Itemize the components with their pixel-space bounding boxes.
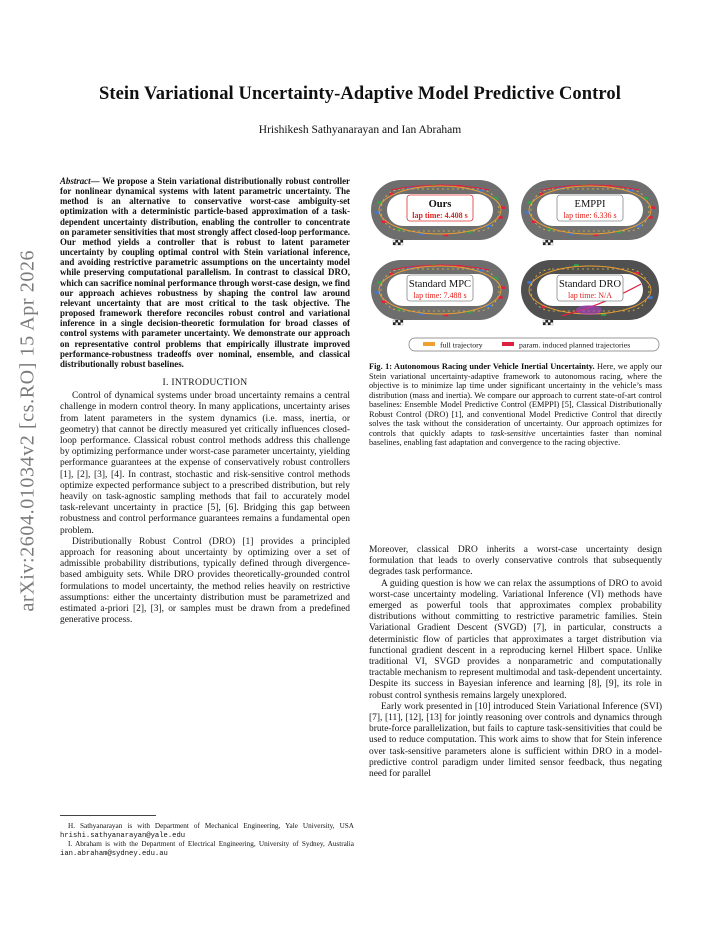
caption-label: Fig. 1: Autonomous Racing under Vehicle Inertial Uncertainty. xyxy=(369,362,595,371)
checkered-flag-icon xyxy=(396,240,399,243)
racing-figure xyxy=(369,178,662,352)
checkered-flag-icon xyxy=(398,243,401,246)
caption-text-2: uncertainties faster than nominal baselines, enabling fast adaptation and convergence to the racing objective. xyxy=(369,428,662,447)
paper-authors: Hrishikesh Sathyanarayan and Ian Abraham xyxy=(258,124,462,136)
checkered-flag-icon xyxy=(398,323,401,326)
checkered-flag-icon xyxy=(543,323,546,326)
lap-time: lap time: 4.408 s xyxy=(412,211,468,220)
footnote xyxy=(60,822,354,858)
checkered-flag-icon xyxy=(396,320,399,323)
arxiv-identifier: arXiv:2604.01034v2 [cs.RO] 15 Apr 2026 xyxy=(16,249,39,612)
caption-emphasis: task-sensitive xyxy=(490,428,536,438)
footnote-author-1 xyxy=(60,822,354,840)
checkered-flag-icon xyxy=(393,240,396,243)
checkered-flag-icon xyxy=(551,240,554,243)
footnote-rule xyxy=(60,815,156,816)
right-paragraph-1: A guiding question is how we can relax the assumptions of DRO to avoid worst-case uncertainty modeling. Variational Inference (VI) methods have emerged as powerful tools that approximates complex probability distributions without committing to restrictive parametric families. Stein Variational Gradient Descent (SVGD) [7], in particular, constructs a deterministic flow of particles that approximates a target distribution via functional gradient descent in a reproducing kernel Hilbert space. Unlike traditional VI, SVGD provides a nonparametric and computationally tractable mechanism to represent multimodal and task-dependent uncertainty. Despite its success in Bayesian inference and learning [8], [9], its role in robust control synthesis remains largely unexplored. xyxy=(369,578,662,701)
checkered-flag-icon xyxy=(546,240,549,243)
figure-1 xyxy=(369,178,662,352)
checkered-flag-icon xyxy=(393,323,396,326)
checkered-flag-icon xyxy=(543,320,546,323)
checkered-flag-icon xyxy=(398,320,401,323)
abstract-lead: Abstract xyxy=(60,176,91,186)
email-link-1[interactable]: hrishi.sathyanarayan@yale.edu xyxy=(60,831,186,840)
checkered-flag-icon xyxy=(396,323,399,326)
checkered-flag-icon xyxy=(548,320,551,323)
paper-title: Stein Variational Uncertainty-Adaptive Model Predictive Control xyxy=(98,84,622,104)
intro-paragraph-2: Distributionally Robust Control (DRO) [1] provides a principled approach for reasoning about uncertainty by optimizing over a set of admissible probability distributions, typically defined through divergence-based ambiguity sets. While DRO provides theoretically-grounded control formulations to model uncertainty, the method relies heavily on restrictive assumptions: either the uncertainty distribution must be parametrized and estimated a-priori [2], [3], or samples must be drawn from a predefined generative process. xyxy=(60,536,350,626)
footnote-author-1-text: H. Sathyanarayan is with Department of Mechanical Engineering, Yale University, USA xyxy=(68,822,354,830)
checkered-flag-icon xyxy=(543,240,546,243)
checkered-flag-icon xyxy=(548,243,551,246)
checkered-flag-icon xyxy=(401,323,404,326)
right-column xyxy=(369,545,662,780)
checkered-flag-icon xyxy=(548,323,551,326)
checkered-flag-icon xyxy=(546,320,549,323)
checkered-flag-icon xyxy=(401,243,404,246)
uncertainty-cloud xyxy=(576,305,602,315)
lap-time: lap time: N/A xyxy=(568,291,612,300)
right-paragraph-0: Moreover, classical DRO inherits a worst-case uncertainty design formulation that leads to overly conservative controls that subsequently degrades task performance. xyxy=(369,545,662,578)
legend-full-label: full trajectory xyxy=(440,340,483,350)
intro-paragraph-1: Control of dynamical systems under broad uncertainty remains a central challenge in modern control theory. In many applications, uncertainty arises from latent parameters in the system dynamics (i.e. mass, inertia, or geometry) that cannot be directly measured yet critically influences closed-loop performance. Classical robust control methods address this challenge by optimizing performance under worst-case parameter uncertainty, yielding performance guarantees at the expense of conservatively robust controllers [1], [2], [3], [4]. In contrast, stochastic and risk-sensitive control methods optimize expected performance subject to a prescribed distribution, but rely heavily on task-agnostic sampling methods that fail to accurately model task-relevant uncertainty in practice [5], [6]. Bridging this gap between robustness and control performance guarantees remains a fundamental open problem. xyxy=(60,391,350,536)
section-heading-introduction: I. INTRODUCTION xyxy=(162,376,248,388)
checkered-flag-icon xyxy=(551,323,554,326)
checkered-flag-icon xyxy=(401,320,404,323)
checkered-flag-icon xyxy=(393,243,396,246)
method-name: Standard DRO xyxy=(558,279,622,290)
legend-param-label: param. induced planned trajectories xyxy=(519,340,631,350)
checkered-flag-icon xyxy=(396,243,399,246)
checkered-flag-icon xyxy=(393,320,396,323)
checkered-flag-icon xyxy=(548,240,551,243)
checkered-flag-icon xyxy=(551,320,554,323)
checkered-flag-icon xyxy=(398,240,401,243)
checkered-flag-icon xyxy=(401,240,404,243)
caption-text-1: Here, we apply our Stein variational uncertainty-adaptive framework to autonomous racing, where the objective is to minimize lap time under significant uncertainty in the vehicle’s mass distribution (mass and inertia). We compare our approach to current state-of-art control baselines: Ensemble Model Predictive Control (EMPPI) [5], Classical Distributionally Robust Control (DRO) [1], and conventional Model Predictive Control that directly solves the task without the consideration of uncertainty. Our approach optimizes for controls that quickly adapts to xyxy=(369,362,662,438)
method-name: Standard MPC xyxy=(408,279,472,290)
footnote-author-2 xyxy=(60,840,354,858)
email-link-2[interactable]: ian.abraham@sydney.edu.au xyxy=(60,849,168,858)
abstract-text: — We propose a Stein variational distributionally robust controller for nonlinear dynamical systems with latent parametric uncertainty. The method is an alternative to conservative worst-case ambiguity-set optimization with a deterministic particle-based approximation of a task-dependent uncertainty distribution, enabling the controller to concentrate on parameter sensitivities that most strongly affect closed-loop performance. Our method yields a controller that is robust to latent parameter uncertainty by coupling optimal control with Stein variational inference, and avoiding restrictive parametric assumptions on the uncertainty model while preserving computational parallelism. In contrast to classical DRO, which can sacrifice nominal performance through worst-case design, we find our approach achieves robustness by shaping the control law around relevant uncertainty that are most critical to the task objective. The proposed framework therefore reconciles robust control and variational inference in a single decision-theoretic formulation for broad classes of control systems with parameter uncertainty. We demonstrate our approach on representative control problems that empirically illustrate improved performance-robustness tradeoffs over nominal, ensemble, and classical distributionally robust baselines. xyxy=(60,176,350,369)
abstract xyxy=(60,176,350,369)
lap-time: lap time: 7.488 s xyxy=(413,291,467,300)
figure-caption xyxy=(369,362,662,448)
checkered-flag-icon xyxy=(543,243,546,246)
footnote-author-2-text: I. Abraham is with the Department of Electrical Engineering, University of Sydney, Australia xyxy=(68,840,354,849)
legend-full-swatch xyxy=(423,342,435,346)
right-paragraph-2: Early work presented in [10] introduced Stein Variational Inference (SVI) [7], [11], [12], [13] for jointly reasoning over controls and dynamics through brute-force parallelization, but fails to capture task-sensitivities that could be used to reduce computation. This work aims to show that for Stein inference over task-sensitive parameters alone is sufficient within DRO in a model-predictive control paradigm under limited sensor feedback, thus negating need for parallel xyxy=(369,701,662,780)
method-name: EMPPI xyxy=(574,199,606,210)
method-name: Ours xyxy=(428,199,452,210)
checkered-flag-icon xyxy=(546,243,549,246)
legend-param-swatch xyxy=(502,342,514,346)
checkered-flag-icon xyxy=(546,323,549,326)
checkered-flag-icon xyxy=(551,243,554,246)
left-column xyxy=(60,176,350,626)
lap-time: lap time: 6.336 s xyxy=(563,211,617,220)
